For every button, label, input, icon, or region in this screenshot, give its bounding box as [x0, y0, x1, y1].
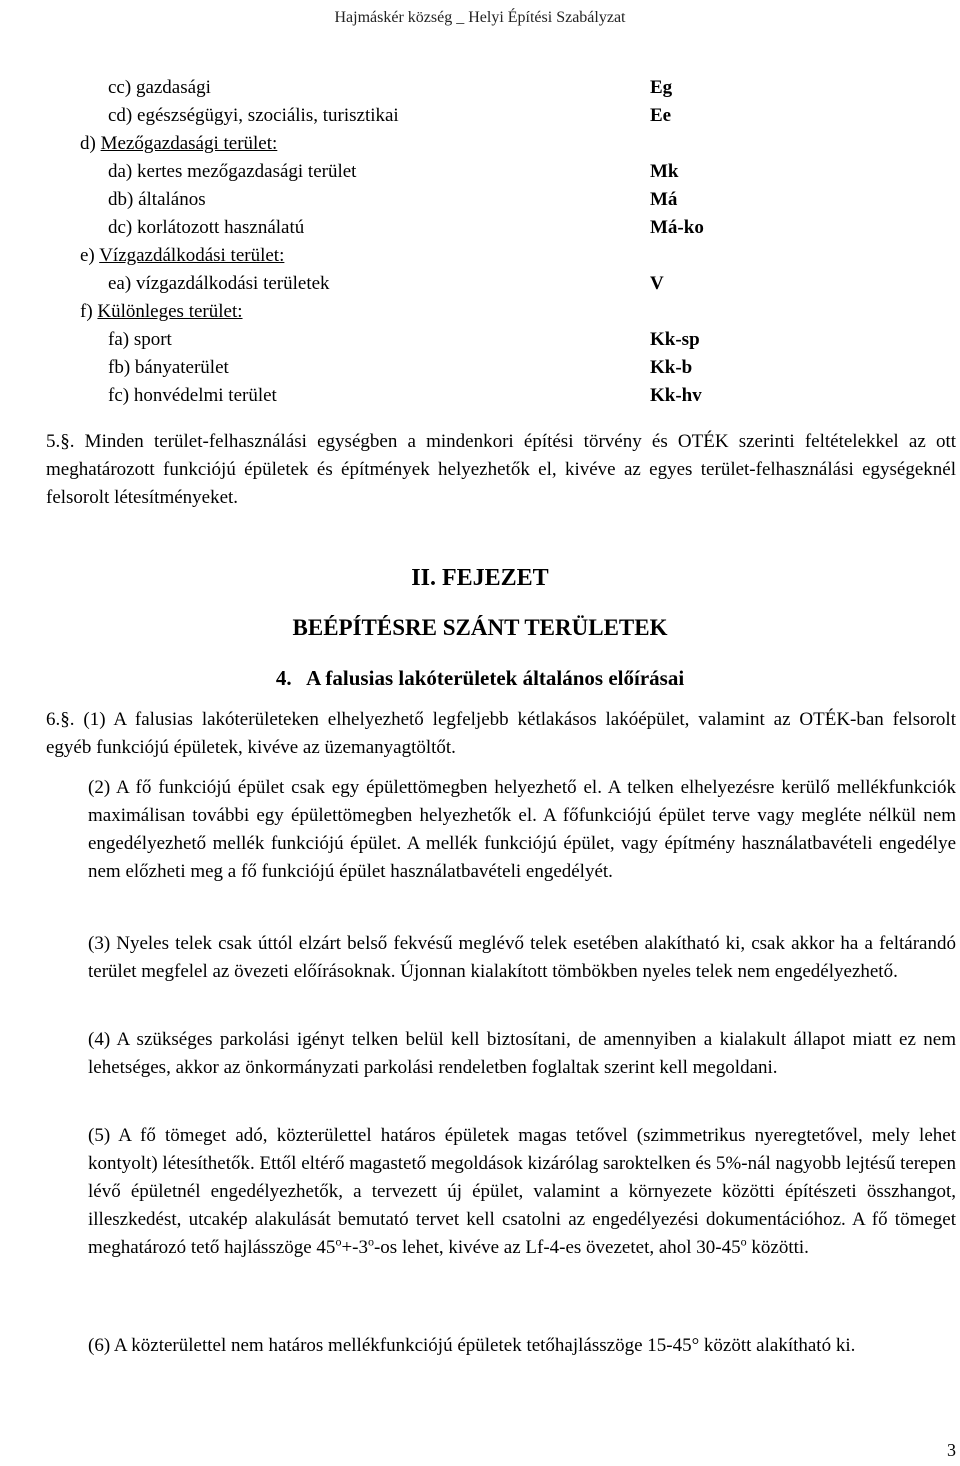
zone-code: Eg	[650, 77, 673, 98]
zone-code: Kk-hv	[650, 385, 702, 406]
zone-code: Kk-b	[650, 357, 693, 378]
zone-code: Mk	[650, 161, 679, 182]
page-header: Hajmáskér község _ Helyi Építési Szabályzat	[334, 9, 626, 26]
zone-label: fa) sport	[108, 329, 172, 350]
zone-code: Má	[650, 189, 678, 210]
zone-label: dc) korlátozott használatú	[108, 217, 305, 238]
paragraph-5: 5.§. Minden terület-felhasználási egységben a mindenkori építési törvény és OTÉK szerinti feltételekkel az ott meghatározott funkciójú épületek és építmények helyezhetők el, kivéve az egyes terület-felhasználási egységeknél felsorolt létesítményeket.	[46, 431, 956, 508]
zone-heading: f) Különleges terület:	[80, 301, 243, 322]
paragraph-6-3: (3) Nyeles telek csak úttól elzárt belső fekvésű meglévő telek esetében alakítható ki, csak akkor ha a feltárandó terület megfelel az övezeti előírásoknak. Újonnan kialakított tömbökben nyeles telek nem engedélyezhető.	[88, 933, 956, 982]
zone-label: db) általános	[108, 189, 206, 210]
zone-code: V	[650, 273, 664, 294]
page-number: 3	[947, 1440, 956, 1460]
zone-label: da) kertes mezőgazdasági terület	[108, 161, 357, 182]
paragraph-6-5: (5) A fő tömeget adó, közterülettel határos épületek magas tetővel (szimmetrikus nyeregtetővel, mely lehet kontyolt) létesíthetők. Ettől eltérő magastető megoldások kizárólag saroktelken és 5%-nál nagyobb lejtésű terepen lévő épületnél engedélyezhetők, a tervezett új épület, valamint a környezete közötti építészeti összhangot, illeszkedést, utcakép alakulását bemutató tervet kell csatolni az engedélyezési dokumentációhoz. A fő tömeget meghatározó tető hajlásszöge $45^o+-3^o-os$ lehet, kivéve az Lf-4-es övezetet, ahol 30-45$^o$ közötti.	[88, 1125, 956, 1258]
paragraph-6-6: (6) A közterülettel nem határos mellékfunkciójú épületek tetőhajlásszöge 15-45° között alakítható ki.	[88, 1335, 856, 1356]
zone-label: cd) egészségügyi, szociális, turisztikai	[108, 105, 399, 126]
zone-label: fc) honvédelmi terület	[108, 385, 277, 406]
paragraph-6-1	[46, 706, 956, 762]
zone-heading: e) Vízgazdálkodási terület:	[80, 245, 285, 266]
paragraph-6-2: (2) A fő funkciójú épület csak egy épülettömegben helyezhető el. A telken elhelyezésre kerülő mellékfunkciók maximálisan további egy épülettömegben helyezhetők el. A főfunkciójú épület terve vagy megléte nélkül nem engedélyezhető mellék funkciójú épület. A mellék funkciójú épület, vagy építmény használatbavételi engedélye nem előzheti meg a fő funkciójú épület használatbavételi engedélyét.	[88, 777, 956, 882]
zone-label: ea) vízgazdálkodási területek	[108, 273, 330, 294]
zone-code: Má-ko	[650, 217, 704, 238]
zone-code: Ee	[650, 105, 672, 126]
section-heading: 4. A falusias lakóterületek általános előírásai	[275, 666, 685, 690]
zone-code: Kk-sp	[650, 329, 700, 350]
chapter-heading: II. FEJEZET	[411, 565, 549, 591]
zone-heading: d) Mezőgazdasági terület:	[80, 133, 278, 154]
paragraph-number: 6.§. (1)	[46, 709, 106, 730]
paragraph-text: A falusias lakóterületeken elhelyezhető legfeljebb kétlakásos lakóépület, valamint az OTÉK-ban felsorolt egyéb funkciójú épületek, kivéve az üzemanyagtöltőt.	[46, 709, 956, 758]
paragraph-6-4: (4) A szükséges parkolási igényt telken belül kell biztosítani, de amennyiben a kialakult állapot miatt ez nem lehetséges, akkor az önkormányzati parkolási rendeletben foglaltak szerint kell megoldani.	[88, 1029, 956, 1078]
chapter-title: BEÉPÍTÉSRE SZÁNT TERÜLETEK	[292, 615, 668, 640]
zone-label: fb) bányaterület	[108, 357, 229, 378]
zone-label: cc) gazdasági	[108, 77, 211, 98]
